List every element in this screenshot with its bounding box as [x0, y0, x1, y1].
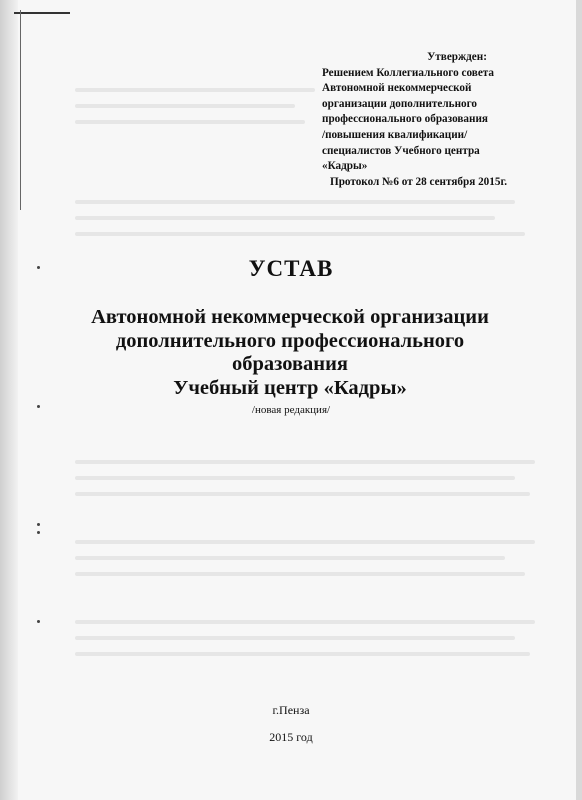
- bleed-through-line: [75, 636, 515, 640]
- approval-line: профессионального образования: [322, 113, 488, 126]
- scan-shadow-left: [0, 0, 18, 800]
- scan-mark-side: [20, 10, 21, 210]
- bleed-through-line: [75, 620, 535, 624]
- organization-name-line: образования: [231, 353, 349, 375]
- city: г.Пенза: [272, 703, 310, 717]
- organization-name-line: Автономной некоммерческой организации: [91, 306, 489, 328]
- bleed-through-line: [75, 556, 505, 560]
- bleed-through-line: [75, 460, 535, 464]
- bleed-through-line: [75, 88, 315, 92]
- bleed-through-line: [75, 492, 530, 496]
- scan-edge-right: [576, 0, 582, 800]
- document-title: УСТАВ: [248, 256, 334, 281]
- scan-dot: [37, 531, 40, 534]
- scan-mark-top: [14, 12, 70, 14]
- approval-block: [322, 50, 552, 190]
- approval-line: Решением Коллегиального совета: [322, 66, 495, 79]
- approval-line: «Кадры»: [322, 160, 368, 173]
- approval-line: специалистов Учебного центра: [322, 144, 480, 157]
- bleed-through-line: [75, 652, 530, 656]
- year: 2015 год: [269, 730, 313, 744]
- bleed-through-line: [75, 104, 295, 108]
- approval-heading: Утвержден:: [427, 51, 487, 63]
- scan-dot: [37, 620, 40, 623]
- approval-line: организации дополнительного: [322, 97, 478, 110]
- bleed-through-line: [75, 216, 495, 220]
- scan-dot: [37, 523, 40, 526]
- bleed-through-line: [75, 232, 525, 236]
- bleed-through-line: [75, 200, 515, 204]
- bleed-through-line: [75, 476, 515, 480]
- bleed-through-line: [75, 572, 525, 576]
- approval-line: Автономной некоммерческой: [322, 82, 472, 95]
- organization-name: [40, 306, 540, 400]
- organization-name-line: дополнительного профессионального: [115, 329, 465, 352]
- bleed-through-line: [75, 540, 535, 544]
- organization-name-line: Учебный центр «Кадры»: [173, 376, 407, 399]
- bleed-through-line: [75, 120, 305, 124]
- edition-note: /новая редакция/: [251, 404, 331, 416]
- approval-protocol: Протокол №6 от 28 сентября 2015г.: [330, 175, 508, 188]
- approval-line: /повышения квалификации/: [322, 128, 468, 141]
